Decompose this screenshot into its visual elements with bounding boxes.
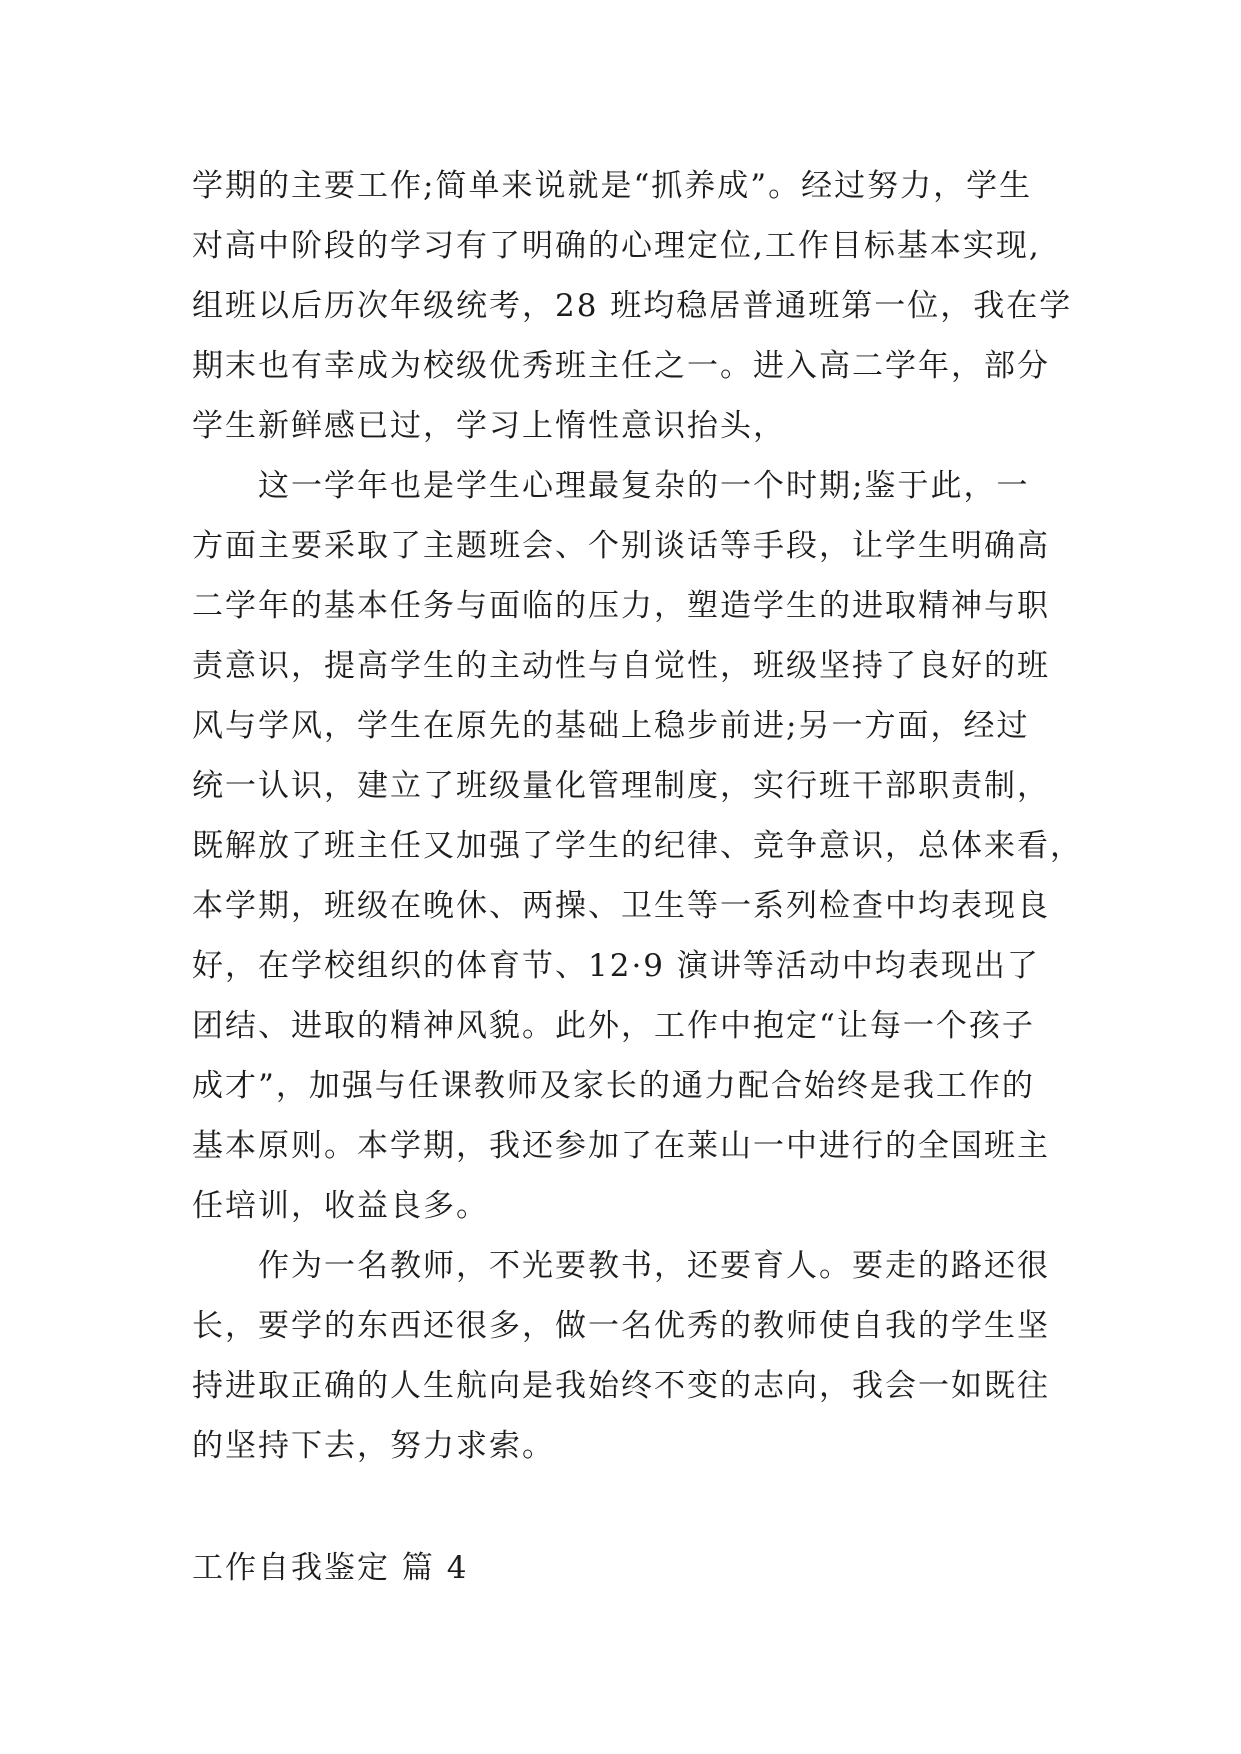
text-line: 基本原则。本学期，我还参加了在莱山一中进行的全国班主 <box>192 1128 1050 1164</box>
text-line: 这一学年也是学生心理最复杂的一个时期;鉴于此，一 <box>258 468 1030 504</box>
text-line: 风与学风，学生在原先的基础上稳步前进;另一方面，经过 <box>192 708 1030 744</box>
text-line: 对高中阶段的学习有了明确的心理定位,工作目标基本实现, <box>192 228 1041 264</box>
text-line: 本学期，班级在晚休、两操、卫生等一系列检查中均表现良 <box>192 888 1050 924</box>
text-line: 学期的主要工作;简单来说就是“抓养成”。经过努力，学生 <box>192 168 1033 204</box>
text-line: 学生新鲜感已过，学习上惰性意识抬头， <box>192 408 786 444</box>
text-line: 统一认识，建立了班级量化管理制度，实行班干部职责制， <box>192 768 1050 804</box>
text-line: 作为一名教师，不光要教书，还要育人。要走的路还很 <box>258 1248 1050 1284</box>
text-line: 组班以后历次年级统考，28 班均稳居普通班第一位，我在学 <box>192 288 1073 324</box>
text-line: 任培训，收益良多。 <box>192 1188 489 1224</box>
text-line: 成才”，加强与任课教师及家长的通力配合始终是我工作的 <box>192 1068 1035 1104</box>
text-line: 长，要学的东西还很多，做一名优秀的教师使自我的学生坚 <box>192 1308 1050 1344</box>
section-heading: 工作自我鉴定 篇 4 <box>192 1550 469 1586</box>
text-line: 二学年的基本任务与面临的压力，塑造学生的进取精神与职 <box>192 588 1050 624</box>
text-line: 方面主要采取了主题班会、个别谈话等手段，让学生明确高 <box>192 528 1050 564</box>
text-line: 期末也有幸成为校级优秀班主任之一。进入高二学年，部分 <box>192 348 1050 384</box>
text-line: 好，在学校组织的体育节、12·9 演讲等活动中均表现出了 <box>192 948 1040 984</box>
text-line: 责意识，提高学生的主动性与自觉性，班级坚持了良好的班 <box>192 648 1050 684</box>
text-line: 的坚持下去，努力求索。 <box>192 1428 555 1464</box>
text-line: 团结、进取的精神风貌。此外，工作中抱定“让每一个孩子 <box>192 1008 1035 1044</box>
text-line: 持进取正确的人生航向是我始终不变的志向，我会一如既往 <box>192 1368 1050 1404</box>
text-line: 既解放了班主任又加强了学生的纪律、竞争意识，总体来看， <box>192 828 1083 864</box>
